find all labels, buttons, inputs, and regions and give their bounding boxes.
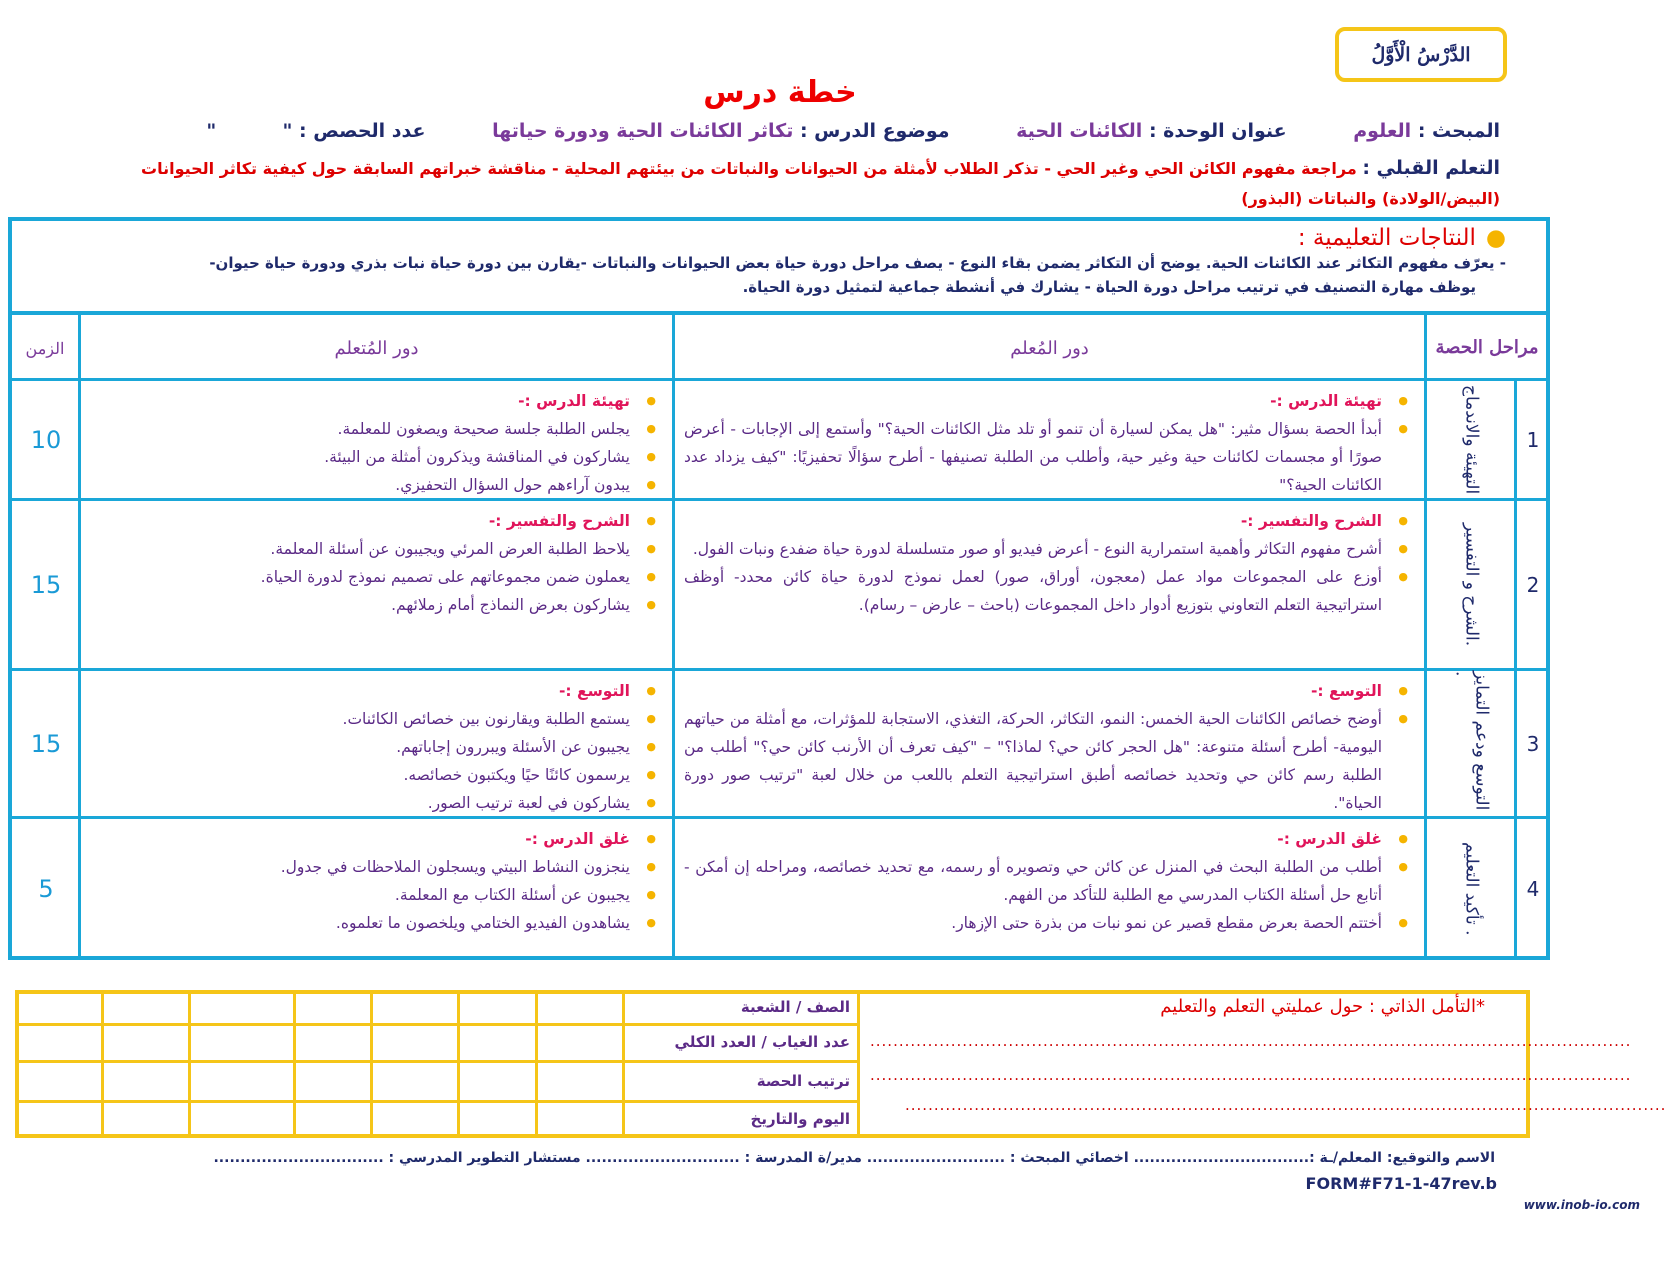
list-item bbox=[684, 563, 1412, 619]
signatures: الاسم والتوقيع: المعلم/ـة :................................. اخصائي المبحث : .......................... مدير/ة المدرسة : ............................. مستشار التطوير المدرسي : ................................ bbox=[213, 1150, 1495, 1166]
header-time: الزمن bbox=[25, 338, 65, 358]
item-text: يشاركون في لعبة ترتيب الصور. bbox=[427, 794, 630, 812]
stage-cell bbox=[1428, 819, 1515, 958]
learner-role-cell bbox=[82, 501, 672, 668]
item-text: يستمع الطلبة ويقارنون بين خصائص الكائنات. bbox=[342, 710, 630, 728]
item-text: يشاهدون الفيديو الختامي ويلخصون ما تعلموه. bbox=[335, 914, 630, 932]
item-text: يعملون ضمن مجموعاتهم على تصميم نموذج لدورة الحياة. bbox=[260, 568, 630, 586]
item-text: أوزع على المجموعات مواد عمل (معجون، أوراق، صور) لعمل نموذج لدورة حياة كائن محدد- أوظف استراتيجية التعلم التعاوني بتوزيع أدوار داخل المجموعات (باحث – عارض – رسام). bbox=[684, 568, 1382, 614]
outcomes-line: يوظف مهارة التصنيف في ترتيب مراحل دورة الحياة - يشارك في أنشطة جماعية لتمثيل دورة الحياة. bbox=[742, 278, 1476, 296]
day-date-label: اليوم والتاريخ bbox=[750, 1110, 850, 1128]
class-section-label: الصف / الشعبة bbox=[740, 998, 850, 1016]
subject-value: العلوم bbox=[1353, 120, 1412, 142]
reflection-line[interactable]: .................................................................................................................................... bbox=[905, 1096, 1666, 1114]
row-number bbox=[1518, 819, 1548, 958]
list-item bbox=[90, 471, 660, 499]
topic-value: تكاثر الكائنات الحية ودورة حياتها bbox=[492, 120, 794, 142]
list-item bbox=[90, 881, 660, 909]
time-value: 10 bbox=[30, 425, 62, 454]
unit-value: الكائنات الحية bbox=[1016, 120, 1143, 142]
section-heading bbox=[684, 387, 1412, 415]
item-text: أوضح خصائص الكائنات الحية الخمس: النمو، التكاثر، الحركة، التغذي، الاستجابة للمؤثرات، مع أمثلة من حياتهم اليومية- أطرح أسئلة متنوعة: "هل الحجر كائن حي؟ لماذا؟" – "كيف تعرف أن الأرنب كائن حي؟" أطلب من الطلبة رسم كائن حي وتحديد خصائصه أطبق استراتيجية التعلم باللعب من خلال لعبة "ترتيب صور دورة الحياة". bbox=[684, 710, 1382, 812]
reflection-line[interactable]: .................................................................................................................................... bbox=[870, 1066, 1632, 1084]
learner-role-cell bbox=[82, 671, 672, 816]
list-item bbox=[90, 853, 660, 881]
header-stages: مراحل الحصة bbox=[1435, 337, 1539, 358]
lesson-meta bbox=[206, 120, 1500, 142]
divider bbox=[15, 1100, 860, 1103]
divider bbox=[293, 990, 296, 1138]
list-item bbox=[684, 415, 1412, 499]
teacher-role-cell bbox=[676, 671, 1424, 816]
time-cell bbox=[12, 671, 80, 816]
form-code: FORM#F71-1-47rev.b bbox=[1305, 1174, 1497, 1193]
reflection-line[interactable]: .................................................................................................................................... bbox=[870, 1032, 1632, 1050]
row-number-text: 2 bbox=[1526, 572, 1540, 597]
absence-label: عدد الغياب / العدد الكلي bbox=[674, 1033, 850, 1051]
teacher-role-cell bbox=[676, 501, 1424, 668]
section-heading bbox=[684, 507, 1412, 535]
item-text: غلق الدرس :- bbox=[525, 830, 630, 848]
list-item bbox=[90, 591, 660, 619]
item-text: يشاركون في المناقشة ويذكرون أمثلة من البيئة. bbox=[324, 448, 630, 466]
list-item bbox=[90, 535, 660, 563]
subject-label: المبحث : bbox=[1417, 120, 1500, 142]
item-text: أطلب من الطلبة البحث في المنزل عن كائن حي وتصويره أو رسمه، مع تحديد خصائصه، ومراحله إن أمكن - أتابع حل أسئلة الكتاب المدرسي مع الطلبة للتأكد من الفهم. bbox=[684, 858, 1382, 904]
divider bbox=[457, 990, 460, 1138]
list-item bbox=[90, 761, 660, 789]
row-number bbox=[1518, 671, 1548, 816]
section-heading bbox=[90, 825, 660, 853]
row-number bbox=[1518, 501, 1548, 668]
time-value: 15 bbox=[30, 570, 62, 599]
header-learner: دور المُتعلم bbox=[334, 337, 419, 359]
item-text: الشرح والتفسير :- bbox=[1240, 512, 1382, 530]
topic-label: موضوع الدرس : bbox=[799, 120, 950, 142]
divider bbox=[672, 315, 675, 958]
time-value: 5 bbox=[38, 874, 54, 903]
prior-learning-label: التعلم القبلي : bbox=[1362, 157, 1500, 179]
periods-value: " " bbox=[206, 120, 293, 142]
item-text: ينجزون النشاط البيتي ويسجلون الملاحظات في جدول. bbox=[280, 858, 630, 876]
divider bbox=[857, 990, 860, 1138]
time-value: 15 bbox=[30, 729, 62, 758]
item-text: يلاحظ الطلبة العرض المرئي ويجيبون عن أسئلة المعلمة. bbox=[270, 540, 630, 558]
stage-cell bbox=[1428, 501, 1515, 668]
item-text: تهيئة الدرس :- bbox=[518, 392, 630, 410]
time-cell bbox=[12, 819, 80, 958]
item-text: يبدون آراءهم حول السؤال التحفيزي. bbox=[395, 476, 630, 494]
stage-cell bbox=[1428, 671, 1515, 816]
list-item bbox=[90, 909, 660, 937]
stage-label: الشرح و التفسير. bbox=[1461, 522, 1482, 647]
time-cell bbox=[12, 501, 80, 668]
item-text: يجيبون عن الأسئلة ويبررون إجاباتهم. bbox=[396, 738, 630, 756]
stage-label: تأكيد التعليم . bbox=[1461, 841, 1482, 936]
periods-label: عدد الحصص : bbox=[298, 120, 426, 142]
divider bbox=[15, 1023, 860, 1026]
teacher-role-cell bbox=[676, 381, 1424, 498]
unit-label: عنوان الوحدة : bbox=[1148, 120, 1287, 142]
divider bbox=[535, 990, 538, 1138]
learning-outcomes bbox=[12, 221, 1546, 315]
section-heading bbox=[684, 677, 1412, 705]
row-number-text: 4 bbox=[1526, 876, 1540, 901]
list-item bbox=[684, 853, 1412, 909]
divider bbox=[1424, 315, 1427, 958]
item-text: يشاركون بعرض النماذج أمام زملائهم. bbox=[391, 596, 630, 614]
item-text: يرسمون كائنًا حيًا ويكتبون خصائصه. bbox=[403, 766, 630, 784]
item-text: التوسع :- bbox=[1310, 682, 1382, 700]
row-number-text: 1 bbox=[1526, 427, 1540, 452]
item-text: الشرح والتفسير :- bbox=[488, 512, 630, 530]
row-number bbox=[1518, 381, 1548, 498]
divider bbox=[370, 990, 373, 1138]
divider bbox=[15, 1060, 860, 1063]
outcomes-title: النتاجات التعليمية : bbox=[1297, 225, 1476, 251]
list-item bbox=[90, 415, 660, 443]
reflection-title: *التأمل الذاتي : حول عمليتي التعلم والتعليم bbox=[1160, 996, 1485, 1017]
divider bbox=[101, 990, 104, 1138]
outcomes-line: - يعرّف مفهوم التكاثر عند الكائنات الحية. يوضح أن التكاثر يضمن بقاء النوع - يصف مراحل دورة حياة بعض الحيوانات والنباتات -يقارن بين دورة حياة نبات بذري ودورة حياة حيوان- bbox=[209, 254, 1506, 272]
header-teacher: دور المُعلم bbox=[1010, 337, 1089, 359]
page-title: خطة درس bbox=[703, 75, 857, 110]
teacher-role-cell bbox=[676, 819, 1424, 958]
list-item bbox=[90, 733, 660, 761]
learner-role-cell bbox=[82, 819, 672, 958]
bullet-icon: ● bbox=[1485, 225, 1506, 251]
item-text: يجيبون عن أسئلة الكتاب مع المعلمة. bbox=[394, 886, 630, 904]
section-heading bbox=[90, 677, 660, 705]
item-text: التوسع :- bbox=[558, 682, 630, 700]
section-heading bbox=[90, 507, 660, 535]
list-item bbox=[684, 909, 1412, 937]
lesson-number-badge: الدَّرْسُ الْأَوَّلُ bbox=[1335, 27, 1507, 82]
item-text: غلق الدرس :- bbox=[1277, 830, 1382, 848]
list-item bbox=[90, 563, 660, 591]
row-number-text: 3 bbox=[1526, 731, 1540, 756]
item-text: أشرح مفهوم التكاثر وأهمية استمرارية النوع - أعرض فيديو أو صور متسلسلة لدورة حياة ضفدع ونبات الفول. bbox=[692, 540, 1382, 558]
item-text: تهيئة الدرس :- bbox=[1270, 392, 1382, 410]
item-text: أبدأ الحصة بسؤال مثير: "هل يمكن لسيارة أن تنمو أو تلد مثل الكائنات الحية؟" وأستمع إلى الإجابات - أعرض صورًا أو مجسمات لكائنات حية وغير حية، وأطلب من الطلبة تصنيفها - أطرح سؤالًا تحفيزيًا: "كيف يزداد عدد الكائنات الحية؟" bbox=[684, 420, 1382, 494]
website: www.inob-io.com bbox=[1523, 1198, 1640, 1212]
list-item bbox=[90, 443, 660, 471]
prior-learning bbox=[100, 153, 1500, 214]
time-cell bbox=[12, 381, 80, 498]
list-item bbox=[90, 789, 660, 817]
item-text: يجلس الطلبة جلسة صحيحة ويصغون للمعلمة. bbox=[337, 420, 630, 438]
list-item bbox=[90, 705, 660, 733]
prior-learning-text: مراجعة مفهوم الكائن الحي وغير الحي - تذكر الطلاب لأمثلة من الحيوانات والنباتات من بيئتهم المحلية - مناقشة خبراتهم السابقة حول كيفية تكاثر الحيوانات (البيض/الولادة) والنباتات (البذور) bbox=[141, 159, 1500, 208]
list-item bbox=[684, 705, 1412, 817]
stage-label: التوسع ودعم التمايز . bbox=[1451, 671, 1492, 811]
stage-cell bbox=[1428, 381, 1515, 498]
item-text: أختتم الحصة بعرض مقطع قصير عن نمو نبات من بذرة حتى الإزهار. bbox=[951, 914, 1382, 932]
stage-label: التهيئة والاندماج bbox=[1461, 384, 1482, 495]
learner-role-cell bbox=[82, 381, 672, 498]
section-heading bbox=[684, 825, 1412, 853]
section-heading bbox=[90, 387, 660, 415]
list-item bbox=[684, 535, 1412, 563]
period-order-label: ترتيب الحصة bbox=[756, 1072, 850, 1090]
divider bbox=[188, 990, 191, 1138]
